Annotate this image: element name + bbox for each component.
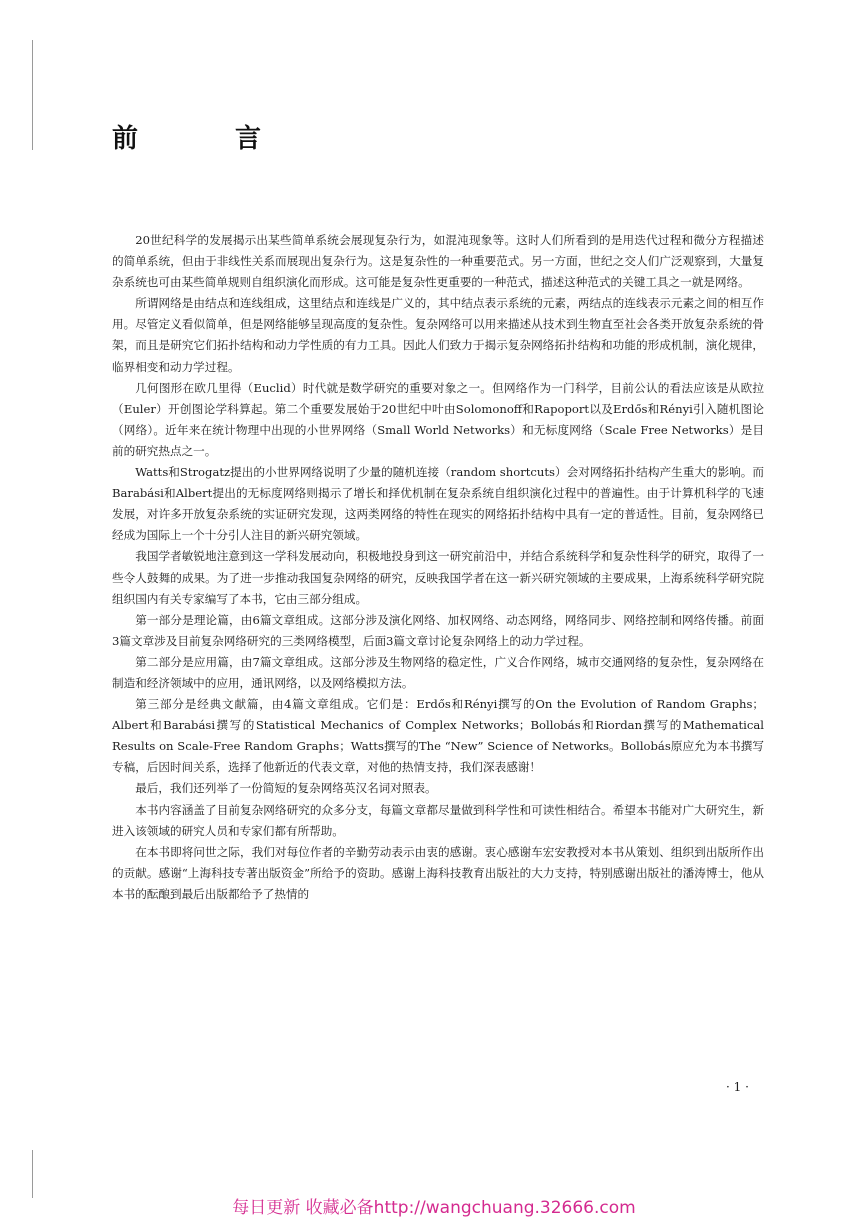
scan-edge-line-bottom bbox=[32, 1150, 33, 1198]
paragraph: 在本书即将问世之际，我们对每位作者的辛勤劳动表示由衷的感谢。衷心感谢车宏安教授对本书从策划、组织到出版所作出的贡献。感谢“上海科技专著出版资金”所给予的资助。感谢上海科技教育出版社的大力支持，特别感谢出版社的潘涛博士，他从本书的酝酿到最后出版都给予了热情的 bbox=[112, 844, 764, 901]
footer-watermark-link[interactable]: 每日更新 收藏必备http://wangchuang.32666.com bbox=[232, 1198, 636, 1218]
paragraph: Watts和Strogatz提出的小世界网络说明了少量的随机连接（random shortcuts）会对网络拓扑结构产生重大的影响。而Barabási和Albert提出的无标度网络则揭示了增长和择优机制在复杂系统自组织演化过程中的普遍性。由于计算机科学的飞速发展，对许多开放复杂系统的实证研究发现，这两类网络的特性在现实的网络拓扑结构中具有一定的普适性。目前，复杂网络已经成为国际上一个十分引人注目的新兴研究领域。 bbox=[112, 465, 764, 543]
paragraph: 本书内容涵盖了目前复杂网络研究的众多分支，每篇文章都尽量做到科学性和可读性相结合。希望本书能对广大研究生，新进入该领域的研究人员和专家们都有所帮助。 bbox=[112, 802, 764, 838]
paragraph: 第三部分是经典文献篇，由4篇文章组成。它们是：Erdős和Rényi撰写的On the Evolution of Random Graphs；Albert和Barabási撰写的Statistical Mechanics of Complex Networks；Bollobás和Riordan撰写的Mathematical Results on Scale-Free Random Graphs；Watts撰写的The “New” Science of Networks。Bollobás原应允为本书撰写专稿，后因时间关系，选择了他新近的代表文章，对他的热情支持，我们深表感谢！ bbox=[112, 697, 764, 775]
page-title: 前 言 bbox=[112, 124, 306, 154]
paragraph: 20世纪科学的发展揭示出某些简单系统会展现复杂行为，如混沌现象等。这时人们所看到的是用迭代过程和微分方程描述的简单系统，但由于非线性关系而展现出复杂行为。这是复杂性的一种重要范式。另一方面，世纪之交人们广泛观察到，大量复杂系统也可由某些简单规则自组织演化而形成。这可能是复杂性更重要的一种范式，描述这种范式的关键工具之一就是网络。 bbox=[112, 233, 764, 290]
paragraph: 最后，我们还列举了一份简短的复杂网络英汉名词对照表。 bbox=[135, 781, 437, 796]
paragraph: 第一部分是理论篇，由6篇文章组成。这部分涉及演化网络、加权网络、动态网络，网络同步、网络控制和网络传播。前面3篇文章涉及目前复杂网络研究的三类网络模型，后面3篇文章讨论复杂网络上的动力学过程。 bbox=[112, 612, 764, 648]
page-number: · 1 · bbox=[726, 1080, 749, 1094]
scan-edge-line-top bbox=[32, 40, 33, 150]
paragraph: 我国学者敏锐地注意到这一学科发展动向，积极地投身到这一研究前沿中，并结合系统科学和复杂性科学的研究，取得了一些令人鼓舞的成果。为了进一步推动我国复杂网络的研究，反映我国学者在这一新兴研究领域的主要成果，上海系统科学研究院组织国内有关专家编写了本书，它由三部分组成。 bbox=[112, 549, 764, 606]
paragraph: 第二部分是应用篇，由7篇文章组成。这部分涉及生物网络的稳定性，广义合作网络，城市交通网络的复杂性，复杂网络在制造和经济领域中的应用，通讯网络，以及网络模拟方法。 bbox=[112, 654, 764, 690]
paragraph: 几何图形在欧几里得（Euclid）时代就是数学研究的重要对象之一。但网络作为一门科学，目前公认的看法应该是从欧拉（Euler）开创图论学科算起。第二个重要发展始于20世纪中叶由Solomonoff和Rapoport以及Erdős和Rényi引入随机图论（网络）。近年来在统计物理中出现的小世界网络（Small World Networks）和无标度网络（Scale Free Networks）是目前的研究热点之一。 bbox=[112, 380, 764, 458]
preface-body bbox=[112, 230, 764, 905]
paragraph: 所谓网络是由结点和连线组成，这里结点和连线是广义的，其中结点表示系统的元素，两结点的连线表示元素之间的相互作用。尽管定义看似简单，但是网络能够呈现高度的复杂性。复杂网络可以用来描述从技术到生物直至社会各类开放复杂系统的骨架，而且是研究它们拓扑结构和动力学性质的有力工具。因此人们致力于揭示复杂网络拓扑结构和功能的形成机制，演化规律，临界相变和动力学过程。 bbox=[112, 296, 764, 374]
